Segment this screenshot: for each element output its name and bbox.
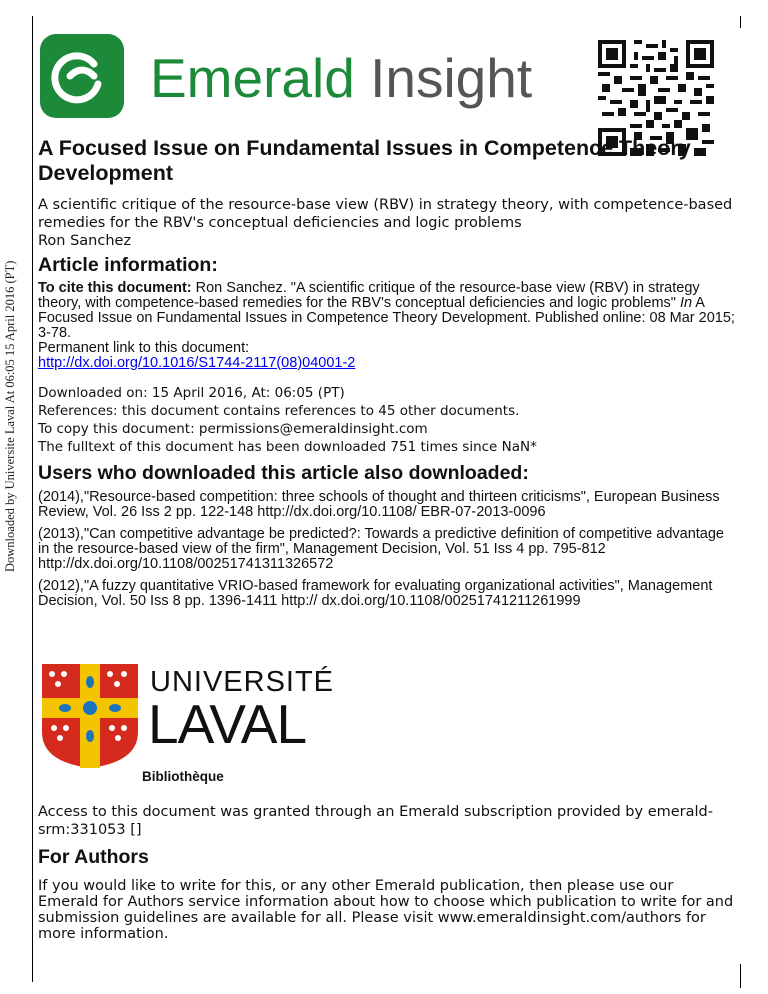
download-meta xyxy=(38,384,738,456)
permanent-link-label: Permanent link to this document: xyxy=(38,340,250,356)
copy-permissions: To copy this document: permissions@emeraldinsight.com xyxy=(38,421,428,437)
laval-name-line2: LAVAL xyxy=(148,693,307,755)
for-authors-heading: For Authors xyxy=(38,846,149,868)
list-item[interactable]: (2012),"A fuzzy quantitative VRIO-based framework for evaluating organizational activities", Management Decision, Vol. 50 Iss 8 pp. 1396-1411 http:// dx.doi.org/10.1108/00251741211261999 xyxy=(38,578,713,609)
library-label: Bibliothèque xyxy=(142,769,224,784)
download-watermark: Downloaded by Universite Laval At 06:05 15 April 2016 (PT) xyxy=(3,260,17,572)
article-subtitle: A scientific critique of the resource-base view (RBV) in strategy theory, with competence-based remedies for the RBV's conceptual deficiencies and logic problems xyxy=(38,197,733,231)
also-downloaded-heading: Users who downloaded this article also downloaded: xyxy=(38,462,529,484)
page-border-left xyxy=(32,16,33,982)
fulltext-downloads: The fulltext of this document has been downloaded 751 times since NaN* xyxy=(38,439,537,455)
cite-text-1: Ron Sanchez. "A scientific critique of the resource-base view (RBV) in strategy theory, with competence-based remedies for the RBV's conceptual deficiencies and logic problems" xyxy=(38,280,700,311)
page-border-right-top xyxy=(740,16,741,28)
cite-text-2: A Focused Issue on Fundamental Issues in Competence Theory Development. Published online: 08 Mar 2015; 3-78. xyxy=(38,295,735,341)
list-item[interactable]: (2013),"Can competitive advantage be predicted?: Towards a predictive definition of competitive advantage in the resource-based view of the firm", Management Decision, Vol. 51 Iss 4 pp. 795-812 http://dx.doi.org/10.1108/00251741311326572 xyxy=(38,526,724,572)
laval-shield-icon xyxy=(40,662,140,770)
article-info-heading: Article information: xyxy=(38,254,218,276)
laval-name-line1: UNIVERSITÉ xyxy=(150,666,335,698)
downloaded-on: Downloaded on: 15 April 2016, At: 06:05 (PT) xyxy=(38,385,345,401)
access-notice: Access to this document was granted through an Emerald subscription provided by emerald-srm:331053 [] xyxy=(38,804,713,838)
for-authors-text: If you would like to write for this, or any other Emerald publication, then please use our Emerald for Authors service information about how to choose which publication to write for and submission guidelines are available for all. Please visit www.emeraldinsight.com/authors for more information. xyxy=(38,878,734,942)
cite-label: To cite this document: xyxy=(38,280,192,296)
emerald-logo-icon xyxy=(40,34,124,118)
article-title: A Focused Issue on Fundamental Issues in Competence Theory Development xyxy=(38,136,691,185)
page-border-right-bottom xyxy=(740,964,741,988)
citation-block xyxy=(38,281,738,371)
article-author: Ron Sanchez xyxy=(38,233,132,249)
universite-laval-logo xyxy=(40,662,340,812)
permanent-link[interactable]: http://dx.doi.org/10.1016/S1744-2117(08)04001-2 xyxy=(38,355,356,371)
cite-in: In xyxy=(679,295,693,311)
brand-insight: Insight xyxy=(370,47,533,109)
also-downloaded-list xyxy=(38,490,738,616)
brand-emerald: Emerald xyxy=(150,47,355,109)
references-count: References: this document contains references to 45 other documents. xyxy=(38,403,520,419)
list-item[interactable]: (2014),"Resource-based competition: three schools of thought and thirteen criticisms", European Business Review, Vol. 26 Iss 2 pp. 122-148 http://dx.doi.org/10.1108/ EBR-07-2013-0096 xyxy=(38,489,720,520)
emerald-insight-wordmark xyxy=(150,46,532,110)
